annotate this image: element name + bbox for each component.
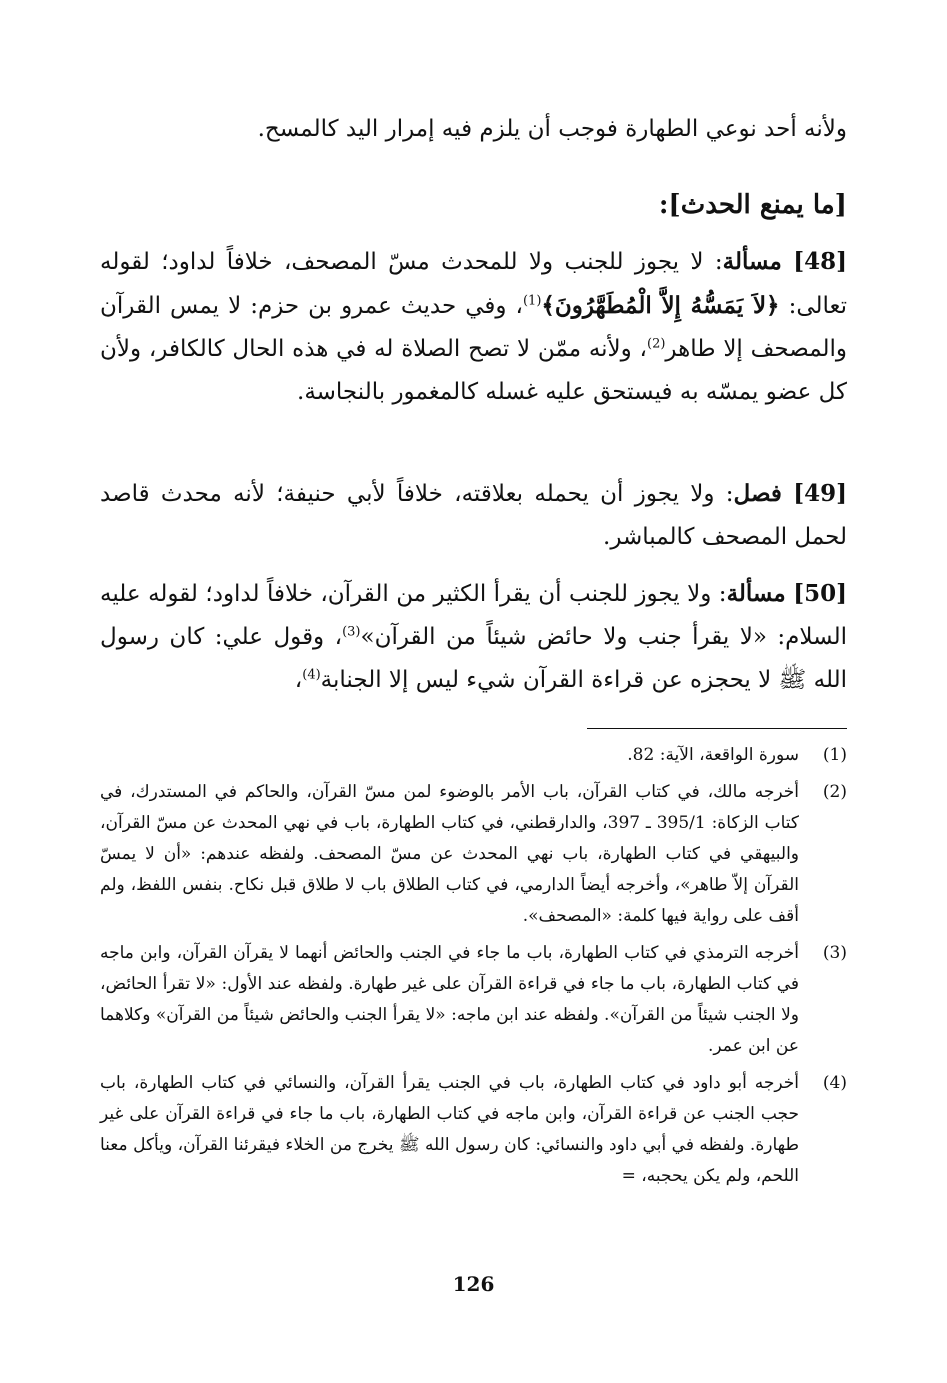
footnote-divider — [587, 728, 847, 729]
paragraph-number: [50] — [793, 580, 848, 607]
paragraph-text: ، — [294, 667, 303, 693]
paragraph-keyword: فصل — [733, 480, 782, 507]
paragraph-text: ، وقول علي: كان رسول الله ﷺ لا يحجزه عن قراءة القرآن شيء ليس إلا الجنابة — [100, 624, 847, 693]
footnote-2 — [100, 777, 847, 932]
intro-paragraph: ولأنه أحد نوعي الطهارة فوجب أن يلزم فيه إمرار اليد كالمسح. — [257, 116, 847, 142]
footnote-text: أخرجه الترمذي في كتاب الطهارة، باب ما جاء في الجنب والحائض أنهما لا يقرآن القرآن، وابن ماجه في كتاب الطهارة، باب ما جاء في قراءة القرآن على غير طهارة. ولفظه عند الأول: «لا تقرأ الحائض، ولا الجنب شيئاً من القرآن». ولفظه عند ابن ماجه: «لا يقرأ الجنب والحائض شيئاً من القرآن» وكلاهما عن ابن عمر. — [100, 943, 799, 1056]
footnote-1 — [100, 740, 847, 771]
footnote-text: سورة الواقعة، الآية: 82. — [627, 745, 799, 765]
paragraph-text: ، وفي حديث عمرو بن حزم: لا يمس القرآن والمصحف إلا طاهر — [100, 293, 847, 362]
footnote-ref[interactable]: (1) — [522, 293, 542, 309]
footnotes — [100, 740, 847, 1198]
paragraph-49 — [100, 472, 847, 559]
quran-verse: ﴿لاَ يَمَسُّهُ إِلاَّ الْمُطَهَّرُونَ﴾ — [541, 292, 780, 319]
paragraph-text: : لا يجوز للجنب ولا للمحدث مسّ المصحف، خلافاً لداود؛ لقوله تعالى: — [100, 249, 848, 319]
footnote-text: أخرجه مالك، في كتاب القرآن، باب الأمر بالوضوء لمن مسّ القرآن، والحاكم في المستدرك، في كتاب الزكاة: 395/1 ـ 397، والدارقطني، في كتاب الطهارة، باب في نهي المحدث عن مسّ القرآن، والبيهقي في كتاب الطهارة، باب نهي المحدث عن مسّ المصحف. ولفظه عندهم: «أن لا يمسّ القرآن إلاّ طاهر»، وأخرجه أيضاً الدارمي، في كتاب الطلاق باب لا طلاق قبل نكاح. بنفس اللفظ، ولم أقف على رواية فيها كلمة: «المصحف». — [100, 782, 799, 926]
footnote-ref[interactable]: (2) — [646, 336, 666, 352]
paragraph-text: : ولا يجوز للجنب أن يقرأ الكثير من القرآن، خلافاً لداود؛ لقوله عليه السلام: «لا يقرأ جنب ولا حائض شيئاً من القرآن» — [100, 581, 847, 650]
paragraph-48 — [100, 240, 847, 414]
paragraph-number: [49] — [793, 480, 848, 507]
paragraph-number: [48] — [793, 248, 847, 275]
section-heading: [ما يمنع الحدث]: — [658, 190, 847, 220]
paragraph-text: : ولا يجوز أن يحمله بعلاقته، خلافاً لأبي حنيفة؛ لأنه محدث قاصد لحمل المصحف كالمباشر. — [100, 481, 847, 550]
footnote-4 — [100, 1068, 847, 1192]
paragraph-text: ، ولأنه ممّن لا تصح الصلاة له في هذه الحال كالكافر، ولأن كل عضو يمسّه به فيستحق عليه غسله كالمغمور بالنجاسة. — [100, 336, 847, 405]
footnote-text: أخرجه أبو داود في كتاب الطهارة، باب في الجنب يقرأ القرآن، والنسائي في كتاب الطهارة، باب حجب الجنب عن قراءة القرآن، وابن ماجه في كتاب الطهارة، باب ما جاء في قراءة القرآن على غير طهارة. ولفظه في أبي داود والنسائي: كان رسول الله ﷺ يخرج من الخلاء فيقرئنا القرآن، ويأكل معنا اللحم، ولم يكن يحجبه، = — [100, 1073, 799, 1186]
paragraph-keyword: مسألة — [722, 248, 782, 275]
footnote-number: (3) — [822, 943, 847, 963]
paragraph-50 — [100, 572, 847, 702]
page-number: 126 — [452, 1272, 495, 1296]
page — [100, 0, 847, 1383]
footnote-ref[interactable]: (4) — [302, 667, 321, 683]
footnote-3 — [100, 938, 847, 1062]
footnote-number: (1) — [822, 745, 847, 765]
paragraph-keyword: مسألة — [726, 580, 786, 607]
footnote-ref[interactable]: (3) — [342, 624, 361, 640]
footnote-number: (4) — [822, 1073, 847, 1093]
footnote-number: (2) — [822, 782, 847, 802]
